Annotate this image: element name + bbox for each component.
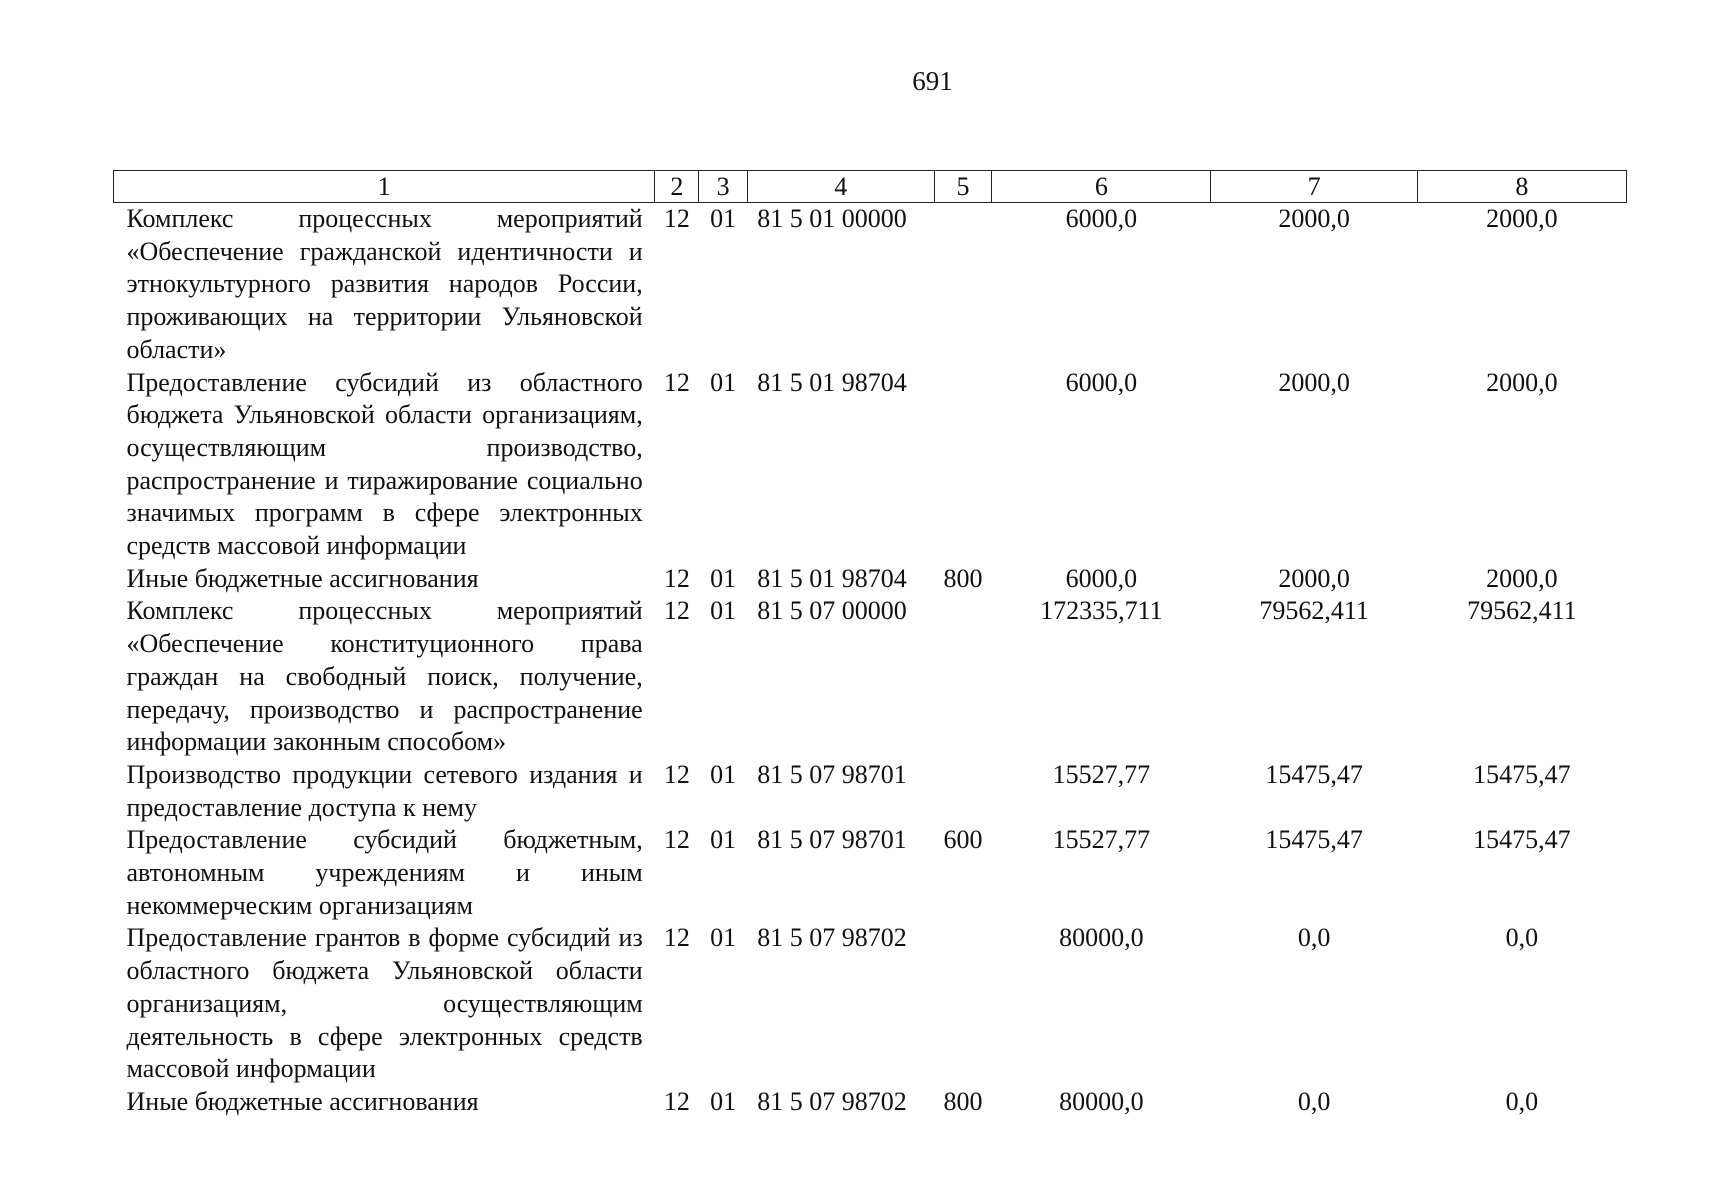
expense-type-code	[934, 203, 991, 367]
item-name: Предоставление субсидий бюджетным, автономным учреждениям и иным некоммерческим организациям	[126, 825, 643, 920]
amount-col7: 2000,0	[1278, 563, 1350, 593]
section-code: 12	[663, 825, 690, 855]
target-article-code: 81 5 01 98704	[757, 367, 907, 397]
section-code: 12	[663, 563, 690, 593]
amount-col7: 2000,0	[1278, 204, 1350, 233]
amount-col6: 15527,77	[1052, 825, 1151, 855]
subsection-code: 01	[710, 1086, 737, 1116]
amount-col8: 0,0	[1505, 923, 1539, 953]
target-article-code: 81 5 01 98704	[757, 563, 907, 593]
section-code: 12	[663, 596, 690, 626]
column-header: 5	[934, 171, 991, 203]
table-row	[114, 203, 1627, 367]
column-header: 1	[114, 171, 655, 203]
subsection-code: 01	[710, 759, 737, 789]
subsection-code: 01	[710, 563, 737, 593]
section-code: 12	[663, 1086, 690, 1116]
amount-col8: 15475,47	[1473, 759, 1571, 789]
expense-type-code	[934, 595, 991, 759]
expense-type-code: 800	[943, 563, 983, 593]
table-row	[114, 595, 1627, 759]
column-header: 3	[699, 171, 747, 203]
amount-col6: 80000,0	[1059, 1086, 1144, 1116]
page-number: 691	[912, 66, 953, 96]
target-article-code: 81 5 07 98702	[757, 923, 907, 953]
target-article-code: 81 5 07 98702	[757, 1086, 907, 1116]
amount-col7: 2000,0	[1278, 367, 1350, 397]
amount-col7: 0,0	[1297, 1086, 1331, 1116]
amount-col8: 2000,0	[1486, 204, 1558, 233]
subsection-code: 01	[710, 204, 737, 233]
amount-col7: 0,0	[1297, 923, 1331, 953]
amount-col8: 2000,0	[1486, 367, 1558, 397]
column-header: 2	[655, 171, 699, 203]
amount-col6: 172335,711	[1040, 596, 1163, 626]
item-name: Производство продукции сетевого издания и предоставление доступа к нему	[126, 759, 643, 822]
section-code: 12	[663, 204, 690, 233]
amount-col6: 6000,0	[1065, 204, 1138, 233]
item-name: Предоставление грантов в форме субсидий из областного бюджета Ульяновской области организациям, осуществляющим деятельность в сфере электронных средств массовой информации	[126, 923, 643, 1084]
column-header: 8	[1417, 171, 1626, 203]
expense-type-code	[934, 367, 991, 563]
subsection-code: 01	[710, 825, 737, 855]
expense-type-code: 600	[943, 825, 983, 855]
amount-col8: 0,0	[1505, 1086, 1539, 1116]
item-name: Предоставление субсидий из областного бюджета Ульяновской области организациям, осуществляющим производство, распространение и тиражирование социально значимых программ в сфере электронных средств массовой информации	[126, 367, 643, 561]
amount-col6: 6000,0	[1065, 367, 1138, 397]
subsection-code: 01	[710, 596, 737, 626]
table-row	[114, 824, 1627, 922]
expense-type-code	[934, 759, 991, 824]
amount-col8: 15475,47	[1473, 825, 1571, 855]
target-article-code: 81 5 07 98701	[757, 759, 907, 789]
subsection-code: 01	[710, 923, 737, 953]
item-name: Иные бюджетные ассигнования	[126, 1086, 479, 1116]
amount-col7: 15475,47	[1265, 825, 1363, 855]
column-header: 7	[1211, 171, 1417, 203]
amount-col6: 6000,0	[1065, 563, 1138, 593]
item-name: Иные бюджетные ассигнования	[126, 563, 479, 593]
subsection-code: 01	[710, 367, 737, 397]
column-header: 6	[992, 171, 1211, 203]
expense-type-code: 800	[943, 1086, 983, 1116]
item-name: Комплекс процессных мероприятий «Обеспечение конституционного права граждан на свободный поиск, получение, передачу, производство и распространение информации законным способом»	[126, 596, 643, 757]
table-row	[114, 922, 1627, 1086]
expense-type-code	[934, 922, 991, 1086]
header-row	[114, 171, 1627, 203]
table-row	[114, 759, 1627, 824]
amount-col6: 15527,77	[1052, 759, 1151, 789]
table-row	[114, 1086, 1627, 1119]
item-name: Комплекс процессных мероприятий «Обеспечение гражданской идентичности и этнокультурного развития народов России, проживающих на территории Ульяновской области»	[126, 204, 643, 364]
budget-table	[113, 170, 1627, 1119]
section-code: 12	[663, 759, 690, 789]
section-code: 12	[663, 367, 690, 397]
target-article-code: 81 5 07 00000	[757, 596, 907, 626]
target-article-code: 81 5 07 98701	[757, 825, 907, 855]
table-row	[114, 563, 1627, 596]
amount-col7: 79562,411	[1259, 596, 1369, 626]
table-row	[114, 367, 1627, 563]
amount-col7: 15475,47	[1265, 759, 1363, 789]
amount-col8: 2000,0	[1486, 563, 1558, 593]
amount-col6: 80000,0	[1059, 923, 1144, 953]
section-code: 12	[663, 923, 690, 953]
column-header: 4	[747, 171, 934, 203]
amount-col8: 79562,411	[1467, 596, 1577, 626]
target-article-code: 81 5 01 00000	[757, 204, 907, 233]
